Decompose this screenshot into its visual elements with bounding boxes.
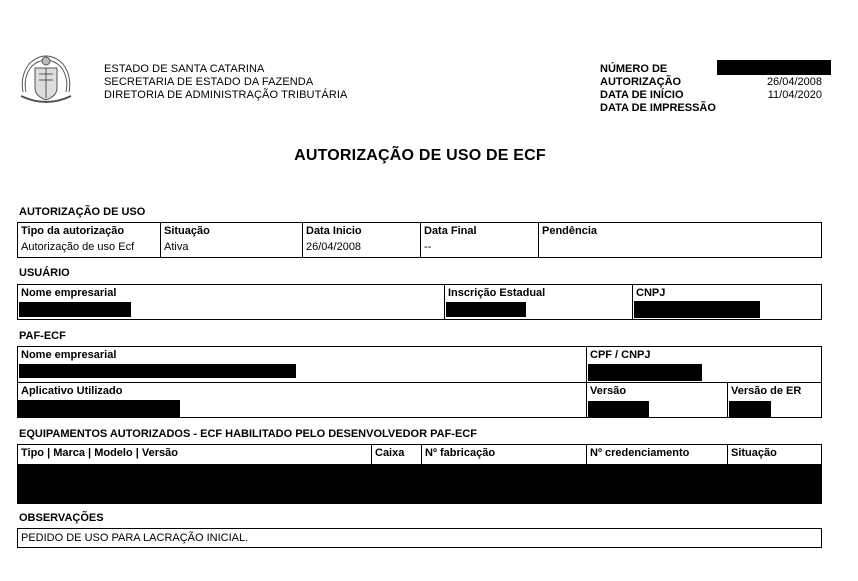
autorizacao-label: AUTORIZAÇÃO (600, 76, 682, 88)
eq-col-tipo (18, 445, 371, 464)
section-autorizacao: AUTORIZAÇÃO DE USO (19, 206, 146, 218)
tipo-value: Autorização de uso Ecf (21, 241, 135, 253)
usuario-ie-label: Inscrição Estadual (448, 287, 546, 299)
cell-paf-cpf (586, 347, 821, 382)
eq-credenciamento-label: Nº credenciamento (590, 447, 690, 459)
eq-col-caixa (371, 445, 422, 464)
eq-situacao-label: Situação (731, 447, 777, 459)
paf-versao-er-redacted (729, 401, 771, 417)
section-observacoes: OBSERVAÇÕES (19, 512, 104, 524)
cell-paf-nome (18, 347, 586, 382)
paf-cpf-redacted (588, 364, 702, 381)
eq-tipo-label: Tipo | Marca | Modelo | Versão (21, 447, 178, 459)
paf-versao-label: Versão (590, 385, 627, 397)
data-final-label: Data Final (424, 225, 477, 237)
usuario-cnpj-redacted (634, 301, 760, 318)
eq-col-fabricacao (421, 445, 587, 464)
data-inicio-col-value: 26/04/2008 (306, 241, 362, 253)
equipamentos-table (17, 444, 822, 503)
data-final-value: -- (424, 241, 432, 253)
data-impressao-value: 11/04/2020 (767, 89, 822, 101)
usuario-nome-label: Nome empresarial (21, 287, 117, 299)
org-line-2: SECRETARIA DE ESTADO DA FAZENDA (104, 76, 314, 88)
numero-autorizacao-redacted (717, 60, 831, 75)
paf-table (17, 346, 822, 418)
cell-situacao (160, 223, 302, 257)
cell-paf-versao-er (727, 383, 821, 417)
observacoes-text: PEDIDO DE USO PARA LACRAÇÃO INICIAL. (21, 532, 249, 544)
paf-app-redacted (17, 400, 180, 417)
cell-usuario-cnpj (632, 285, 821, 319)
section-equipamentos: EQUIPAMENTOS AUTORIZADOS - ECF HABILITADO PELO DESENVOLVEDOR PAF-ECF (19, 428, 477, 440)
eq-col-situacao (727, 445, 821, 464)
numero-label: NÚMERO DE (600, 63, 668, 75)
data-impressao-label: DATA DE IMPRESSÃO (600, 102, 716, 114)
usuario-table (17, 284, 822, 320)
paf-cpf-label: CPF / CNPJ (590, 349, 651, 361)
cell-paf-app (18, 383, 586, 417)
situacao-label: Situação (164, 225, 210, 237)
section-usuario: USUÁRIO (19, 267, 70, 279)
cell-pendencia (538, 223, 821, 257)
paf-nome-redacted (19, 364, 296, 378)
eq-fabricacao-label: Nº fabricação (425, 447, 496, 459)
cell-data-final (420, 223, 538, 257)
usuario-nome-redacted (19, 302, 131, 317)
tipo-label: Tipo da autorização (21, 225, 125, 237)
eq-caixa-label: Caixa (375, 447, 405, 459)
cell-tipo (18, 223, 160, 257)
cell-paf-versao (586, 383, 728, 417)
autorizacao-table (17, 222, 822, 258)
usuario-cnpj-label: CNPJ (636, 287, 666, 299)
paf-versao-er-label: Versão de ER (731, 385, 802, 397)
eq-col-credenciamento (586, 445, 728, 464)
paf-nome-label: Nome empresarial (21, 349, 117, 361)
paf-versao-redacted (588, 401, 649, 417)
org-line-3: DIRETORIA DE ADMINISTRAÇÃO TRIBUTÁRIA (104, 89, 348, 101)
usuario-ie-redacted (446, 302, 526, 317)
data-inicio-label: DATA DE INÍCIO (600, 89, 684, 101)
cell-usuario-ie (444, 285, 632, 319)
paf-app-label: Aplicativo Utilizado (21, 385, 123, 397)
page-title: AUTORIZAÇÃO DE USO DE ECF (294, 147, 546, 164)
cell-usuario-nome (18, 285, 444, 319)
equipamentos-rows-redacted (17, 464, 822, 504)
situacao-value: Ativa (164, 241, 189, 253)
org-line-1: ESTADO DE SANTA CATARINA (104, 63, 265, 75)
data-inicio-col-label: Data Inicio (306, 225, 362, 237)
observacoes-box (17, 528, 822, 548)
cell-data-inicio (302, 223, 420, 257)
pendencia-label: Pendência (542, 225, 598, 237)
coat-of-arms-logo (17, 52, 75, 108)
data-inicio-value: 26/04/2008 (766, 76, 822, 88)
section-paf: PAF-ECF (19, 330, 66, 342)
